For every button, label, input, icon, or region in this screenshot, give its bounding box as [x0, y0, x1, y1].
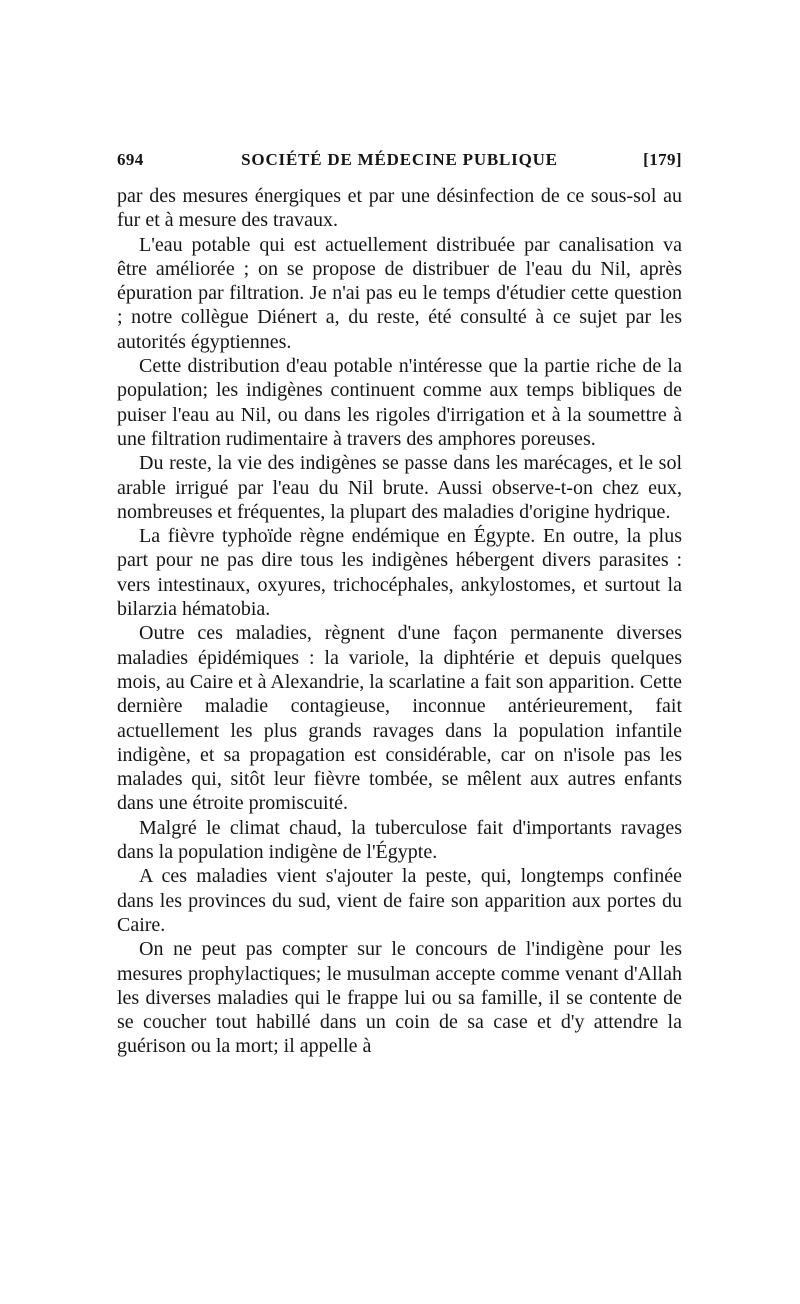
paragraph-7: Malgré le climat chaud, la tuberculose fait d'importants ravages dans la population indigène de l'Égypte. [117, 816, 682, 864]
paragraph-9: On ne peut pas compter sur le concours de l'indigène pour les mesures prophylactiques; le musulman accepte comme venant d'Allah les diverses maladies qui le frappe lui ou sa famille, il se contente de se coucher tout habillé dans un coin de sa case et d'y attendre la guérison ou la mort; il appelle à [117, 938, 682, 1058]
running-head [117, 150, 682, 176]
page-number: 694 [117, 150, 144, 169]
paragraph-1: par des mesures énergiques et par une désinfection de ce sous-sol au fur et à mesure des travaux. [117, 185, 682, 232]
book-page [117, 150, 682, 1059]
paragraph-6: Outre ces maladies, règnent d'une façon permanente diverses maladies épidémiques : la variole, la diphtérie et depuis quelques mois, au Caire et à Alexandrie, la scarlatine a fait son apparition. Cette dernière maladie contagieuse, inconnue antérieurement, fait actuellement les plus grands ravages dans la population infantile indigène, et sa propagation est considérable, car on n'isole pas les malades qui, sitôt leur fièvre tombée, se mêlent aux autres enfants dans une étroite promiscuité. [117, 622, 682, 815]
folio-number: [179] [643, 150, 682, 169]
paragraph-4: Du reste, la vie des indigènes se passe dans les marécages, et le sol arable irrigué par l'eau du Nil brute. Aussi observe-t-on chez eux, nombreuses et fréquentes, la plupart des maladies d'origine hydrique. [117, 452, 682, 523]
body-text [117, 184, 682, 1059]
paragraph-2: L'eau potable qui est actuellement distribuée par canalisation va être améliorée ; on se propose de distribuer de l'eau du Nil, après épuration par filtration. Je n'ai pas eu le temps d'étudier cette question ; notre collègue Diénert a, du reste, été consulté à ce sujet par les autorités égyptiennes. [117, 233, 682, 353]
paragraph-3: Cette distribution d'eau potable n'intéresse que la partie riche de la population; les indigènes continuent comme aux temps bibliques de puiser l'eau au Nil, ou dans les rigoles d'irrigation et à la soumettre à une filtration rudimentaire à travers des amphores poreuses. [117, 355, 682, 450]
paragraph-8: A ces maladies vient s'ajouter la peste, qui, longtemps confinée dans les provinces du sud, vient de faire son apparition aux portes du Caire. [117, 865, 682, 936]
paragraph-5: La fièvre typhoïde règne endémique en Égypte. En outre, la plus part pour ne pas dire tous les indigènes hébergent divers parasites : vers intestinaux, oxyures, trichocéphales, ankylostomes, et surtout la bilarzia hématobia. [117, 525, 682, 621]
running-title: SOCIÉTÉ DE MÉDECINE PUBLIQUE [241, 150, 558, 169]
